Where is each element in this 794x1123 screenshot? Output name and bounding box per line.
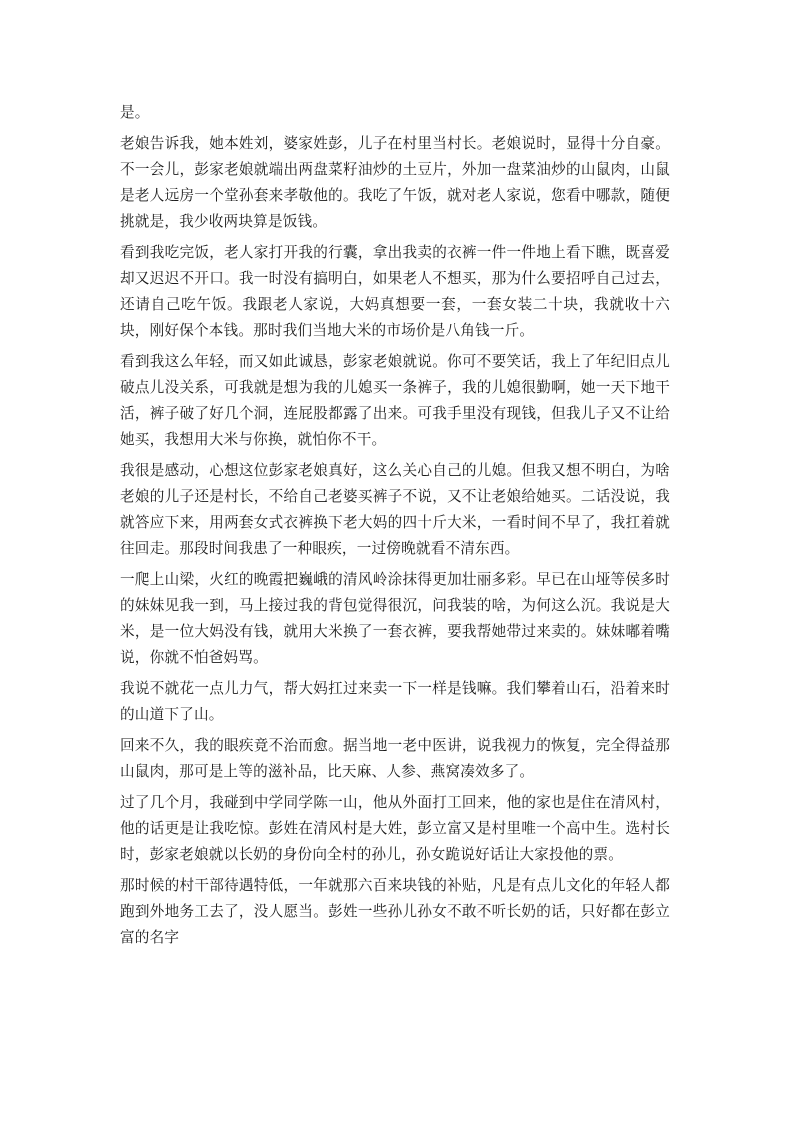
- paragraph-2: 老娘告诉我，她本姓刘，婆家姓彭，儿子在村里当村长。老娘说时，显得十分自豪。不一会儿，彭家老娘就端出两盘菜籽油炒的土豆片，外加一盘菜油炒的山鼠肉，山鼠是老人远房一个堂孙套来孝敬他的。我吃了午饭，就对老人家说，您看中哪款，随便挑就是，我少收两块算是饭钱。: [120, 135, 670, 230]
- paragraph-10: 那时候的村干部待遇特低，一年就那六百来块钱的补贴，凡是有点儿文化的年轻人都跑到外地务工去了，没人愿当。彭姓一些孙儿孙女不敢不听长奶的话，只好都在彭立富的名字: [120, 877, 670, 946]
- paragraph-7: 我说不就花一点儿力气，帮大妈扛过来卖一下一样是钱嘛。我们攀着山石，沿着来时的山道下了山。: [120, 680, 670, 723]
- paragraph-8: 回来不久，我的眼疾竟不治而愈。据当地一老中医讲，说我视力的恢复，完全得益那山鼠肉，那可是上等的滋补品，比天麻、人参、燕窝凑效多了。: [120, 737, 670, 780]
- document-body: [120, 100, 670, 956]
- paragraph-4: 看到我这么年轻，而又如此诚恳，彭家老娘就说。你可不要笑话，我上了年纪旧点儿破点儿没关系，可我就是想为我的儿媳买一条裤子，我的儿媳很勤啊，她一天下地干活，裤子破了好几个洞，连屁股都露了出来。可我手里没有现钱，但我儿子又不让给她买，我想用大米与你换，就怕你不干。: [120, 353, 670, 448]
- paragraph-6: 一爬上山梁，火红的晚霞把巍峨的清风岭涂抹得更加壮丽多彩。早已在山垭等侯多时的妹妹见我一到，马上接过我的背包觉得很沉，问我装的啥，为何这么沉。我说是大米，是一位大妈没有钱，就用大米换了一套衣裤，要我帮她带过来卖的。妹妹嘟着嘴说，你就不怕爸妈骂。: [120, 571, 670, 666]
- paragraph-9: 过了几个月，我碰到中学同学陈一山，他从外面打工回来，他的家也是住在清风村，他的话更是让我吃惊。彭姓在清风村是大姓，彭立富又是村里唯一个高中生。选村长时，彭家老娘就以长奶的身份向全村的孙儿，孙女跪说好话让大家投他的票。: [120, 794, 670, 863]
- paragraph-3: 看到我吃完饭，老人家打开我的行囊，拿出我卖的衣裤一件一件地上看下瞧，既喜爱却又迟迟不开口。我一时没有搞明白，如果老人不想买，那为什么要招呼自己过去，还请自己吃午饭。我跟老人家说，大妈真想要一套，一套女装二十块，我就收十六块，刚好保个本钱。那时我们当地大米的市场价是八角钱一斤。: [120, 244, 670, 339]
- paragraph-5: 我很是感动，心想这位彭家老娘真好，这么关心自己的儿媳。但我又想不明白，为啥老娘的儿子还是村长，不给自己老婆买裤子不说，又不让老娘给她买。二话没说，我就答应下来，用两套女式衣裤换下老大妈的四十斤大米，一看时间不早了，我扛着就往回走。那段时间我患了一种眼疾，一过傍晚就看不清东西。: [120, 462, 670, 557]
- paragraph-1: 是。: [120, 104, 150, 121]
